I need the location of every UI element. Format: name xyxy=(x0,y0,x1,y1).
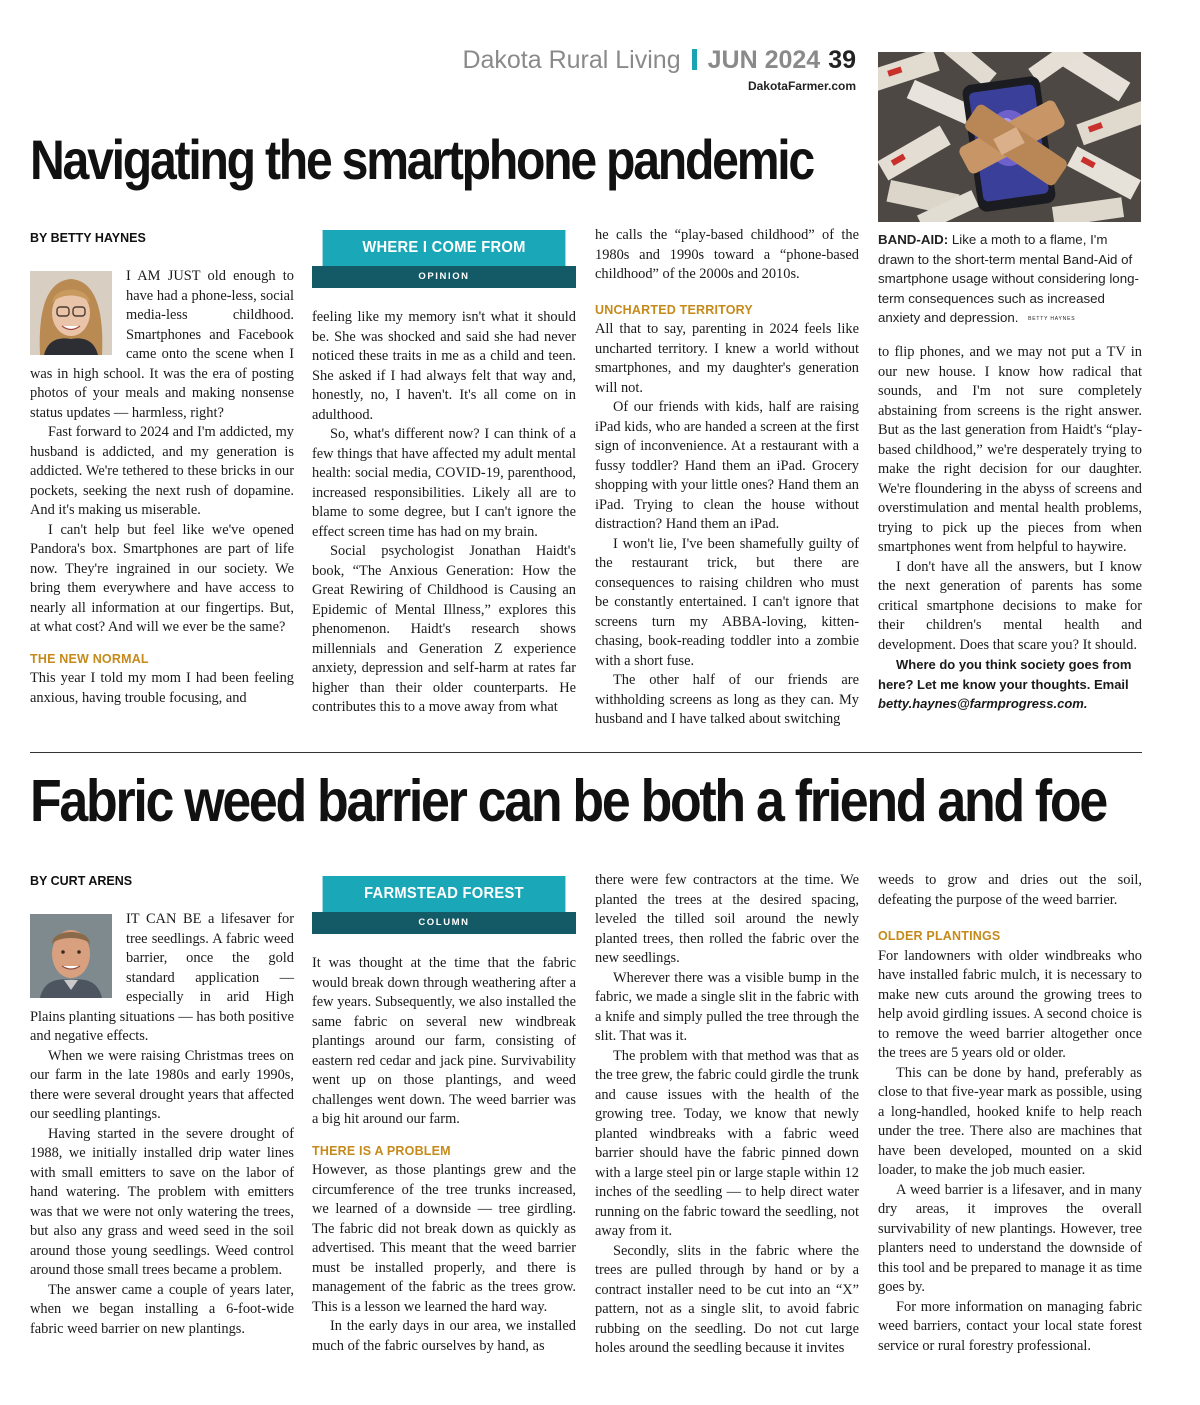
paragraph: The problem with that method was that as the tree grew, the fabric could girdle the trunk and cause issues with the health of the growing tree. Today, we know that newly planted windbreaks with a fabric weed barrier should have the fabric pinned down with a large steel pin or large staple within 12 inches of the seedling — to help direct water running on the fabric toward the seedling, not away from it. xyxy=(595,1047,859,1239)
paragraph: When we were raising Christmas trees on our farm in the late 1980s and early 1990s, there were several drought years that affected our seedling plantings. xyxy=(30,1047,294,1122)
paragraph: All that to say, parenting in 2024 feels like uncharted territory. I knew a world without smartphones, and my daughter's generation will not. xyxy=(595,321,859,396)
paragraph: The other half of our friends are withholding screens as long as they can. My husband and I have talked about switching xyxy=(595,672,859,727)
band-aid-photo xyxy=(878,52,1141,222)
paragraph: This can be done by hand, preferably as close to that five-year mark as possible, using a long-handled, hooked knife to help reach under the tree. There also are machines that have been developed, mounted on a skid loader, to make the job much easier. xyxy=(878,1064,1142,1178)
article2-headline: Fabric weed barrier can be both a friend and foe xyxy=(30,768,1106,834)
issue-date: JUN 2024 xyxy=(707,46,821,74)
paragraph: Wherever there was a visible bump in the fabric, we made a single slit in the fabric with a knife and simply pulled the tree through the slit. That was it. xyxy=(595,969,859,1044)
column-name: FARMSTEAD FOREST xyxy=(323,876,566,912)
photo-credit: BETTY HAYNES xyxy=(1028,316,1076,322)
photo-caption xyxy=(878,230,1144,330)
caption-label: BAND-AID: xyxy=(878,232,949,247)
closing-note xyxy=(878,655,1142,714)
page-number: 39 xyxy=(828,46,856,74)
paragraph: I don't have all the answers, but I know the next generation of parents has some critical smartphone decisions to make for their children's mental health and development. Does that scare you? It should. xyxy=(878,558,1142,653)
subhead-new-normal: THE NEW NORMAL xyxy=(30,651,149,666)
page-header xyxy=(380,46,856,93)
article1-byline: BY BETTY HAYNES xyxy=(30,231,146,245)
article2-byline: BY CURT ARENS xyxy=(30,874,133,888)
column-name: WHERE I COME FROM xyxy=(323,230,566,266)
article2-column-1 xyxy=(30,872,294,1339)
paragraph: I AM JUST old enough to have had a phone-less, social media-less childhood. Smartphones and Facebook came onto the scene when I was in high school. It was the era of posting photos of your meals and making nonsense status updates — harmless, right? xyxy=(30,268,294,421)
column-type: OPINION xyxy=(312,266,576,288)
subhead-uncharted-territory: UNCHARTED TERRITORY xyxy=(595,302,753,317)
paragraph: I can't help but feel like we've opened Pandora's box. Smartphones are part of life now. They're ingrained in our society. We bring them everywhere and have access to nearly all information at our fingertips. But, at what cost? And will we ever be the same? xyxy=(30,521,294,635)
header-line xyxy=(380,46,856,75)
author-email-link[interactable]: betty.haynes@farmprogress.com. xyxy=(878,696,1088,711)
paragraph: This year I told my mom I had been feeling anxious, having trouble focusing, and xyxy=(30,670,294,706)
header-divider xyxy=(692,49,697,70)
paragraph: Having started in the severe drought of 1988, we initially installed drip water lines with small emitters to save on the labor of hand watering. The problem with emitters was that we were not only watering the trees, but also any grass and weed seed in the soil around those young seedlings. Weed control around those small trees became a problem. xyxy=(30,1125,294,1278)
article2-column-2 xyxy=(312,876,576,1356)
paragraph: feeling like my memory isn't what it should be. She was shocked and said she had never noticed these traits in me as a child and teen. She asked if I had always felt that way and, honestly, no, I haven't. It's all come on in adulthood. xyxy=(312,309,576,423)
paragraph: to flip phones, and we may not put a TV in our new house. I know how radical that sounds, and I'm not sure completely abstaining from screens is the right answer. But as the last generation from Haidt's “play-based childhood,” we're desperately trying to make the right decision for our daughter. We're floundering in the abyss of screens and overstimulation and mental health problems, trying to pick up the pieces from when smartphones went from helpful to haywire. xyxy=(878,344,1142,555)
site-link[interactable]: DakotaFarmer.com xyxy=(747,79,856,93)
paragraph: he calls the “play-based childhood” of the 1980s and 1990s toward a “phone-based childhood” of the 2000s and 2010s. xyxy=(595,227,859,282)
paragraph: IT CAN BE a lifesaver for tree seedlings. A fabric weed barrier, once the gold standard application — especially in arid High Plains planting situations — has both positive and negative effects. xyxy=(30,911,294,1044)
paragraph: Social psychologist Jonathan Haidt's book, “The Anxious Generation: How the Great Rewiring of Childhood is Causing an Epidemic of Mental Illness,” explores this phenomenon. Haidt's research shows millennials and Generation Z experience anxiety, depression and self-harm at rates far higher than their older counterparts. He contributes this to a move away from what xyxy=(312,543,576,715)
closing-text: Where do you think society goes from here? Let me know your thoughts. Email xyxy=(878,657,1132,692)
paragraph: there were few contractors at the time. We planted the trees at the desired spacing, leveled the tilled soil around the newly planted trees, then rolled the fabric over the new seedlings. xyxy=(595,872,859,966)
paragraph: A weed barrier is a lifesaver, and in many dry areas, it improves the overall survivability of new plantings. However, tree planters need to understand the downside of this tool and be prepared to manage it as time goes by. xyxy=(878,1181,1142,1295)
publication-name: Dakota Rural Living xyxy=(462,46,681,74)
subhead-older-plantings: OLDER PLANTINGS xyxy=(878,929,1001,943)
paragraph: However, as those plantings grew and the circumference of the tree trunks increased, we learned of a downside — tree girdling. The fabric did not break down as quickly as advertised. This meant that the weed barrier must be installed properly, and there is management of the fabric as the trees grow. This is a lesson we learned the hard way. xyxy=(312,1162,576,1315)
subhead-there-is-a-problem: THERE IS A PROBLEM xyxy=(312,1143,451,1158)
paragraph: The answer came a couple of years later, when we began installing a 6-foot-wide fabric weed barrier on new plantings. xyxy=(30,1281,294,1337)
article1-column-2 xyxy=(312,230,576,718)
paragraph: It was thought at the time that the fabric would break down through weathering after a few years. Subsequently, we also installed the same fabric on several new windbreak plantings around our farm, consisting of eastern red cedar and jack pine. Survivability went up on those plantings, and weed challenges went down. The weed barrier was a big hit around our farm. xyxy=(312,955,576,1127)
column-banner-farmstead-forest xyxy=(312,876,576,934)
paragraph: Of our friends with kids, half are raising iPad kids, who are handed a screen at the first sign of inconvenience. At a restaurant with a fussy toddler? Hand them an iPad. Grocery shopping with your little ones? Hand them an iPad. Trying to clean the house without distraction? Hand them an iPad. xyxy=(595,399,859,532)
paragraph: weeds to grow and dries out the soil, defeating the purpose of the weed barrier. xyxy=(878,872,1142,908)
paragraph: Fast forward to 2024 and I'm addicted, my husband is addicted, and my generation is addicted. We're tethered to these bricks in our pockets, seeking the next rush of dopamine. And it's making us miserable. xyxy=(30,424,294,518)
caption-text: Like a moth to a flame, I'm drawn to the short-term mental Band-Aid of smartphone usage without considering long-term consequences such as increased anxiety and depression. xyxy=(878,232,1139,325)
author-photo-betty xyxy=(30,271,112,355)
section-divider xyxy=(30,752,1142,753)
paragraph: I won't lie, I've been shamefully guilty of the restaurant trick, but there are consequences to raising children who must be constantly entertained. I can't ignore that screens turn my ABBA-loving, kitten-chasing, book-reading toddler into a zombie with a short fuse. xyxy=(595,535,859,669)
article1-headline: Navigating the smartphone pandemic xyxy=(30,128,813,191)
paragraph: For landowners with older windbreaks who have installed fabric mulch, it is necessary to make new cuts around the growing trees to help avoid girdling issues. A second choice is to remove the weed barrier altogether once the trees are 5 years old or older. xyxy=(878,947,1142,1061)
article1-column-1 xyxy=(30,229,294,708)
paragraph: Secondly, slits in the fabric where the trees are pulled through by hand or by a contract installer need to be cut into an “X” pattern, not as a single slit, to avoid fabric rubbing on the seedling. Do not cut large holes around the seedling because it invites xyxy=(595,1242,859,1356)
author-photo-curt xyxy=(30,914,112,998)
article2-column-3 xyxy=(595,871,859,1359)
column-type: COLUMN xyxy=(312,912,576,934)
article2-column-4 xyxy=(878,871,1142,1356)
article1-column-3 xyxy=(595,226,859,730)
article1-column-4 xyxy=(878,343,1142,714)
paragraph: So, what's different now? I can think of a few things that have affected my adult mental health: social media, COVID-19, parenthood, increased responsibilities. Likely all are to blame to some degree, but I can't ignore the effect screen time has had on my brain. xyxy=(312,426,576,540)
paragraph: In the early days in our area, we installed much of the fabric ourselves by hand, as xyxy=(312,1318,576,1354)
paragraph: For more information on managing fabric weed barriers, contact your local state forest service or rural forestry professional. xyxy=(878,1298,1142,1354)
column-banner-where-i-come-from xyxy=(312,230,576,288)
